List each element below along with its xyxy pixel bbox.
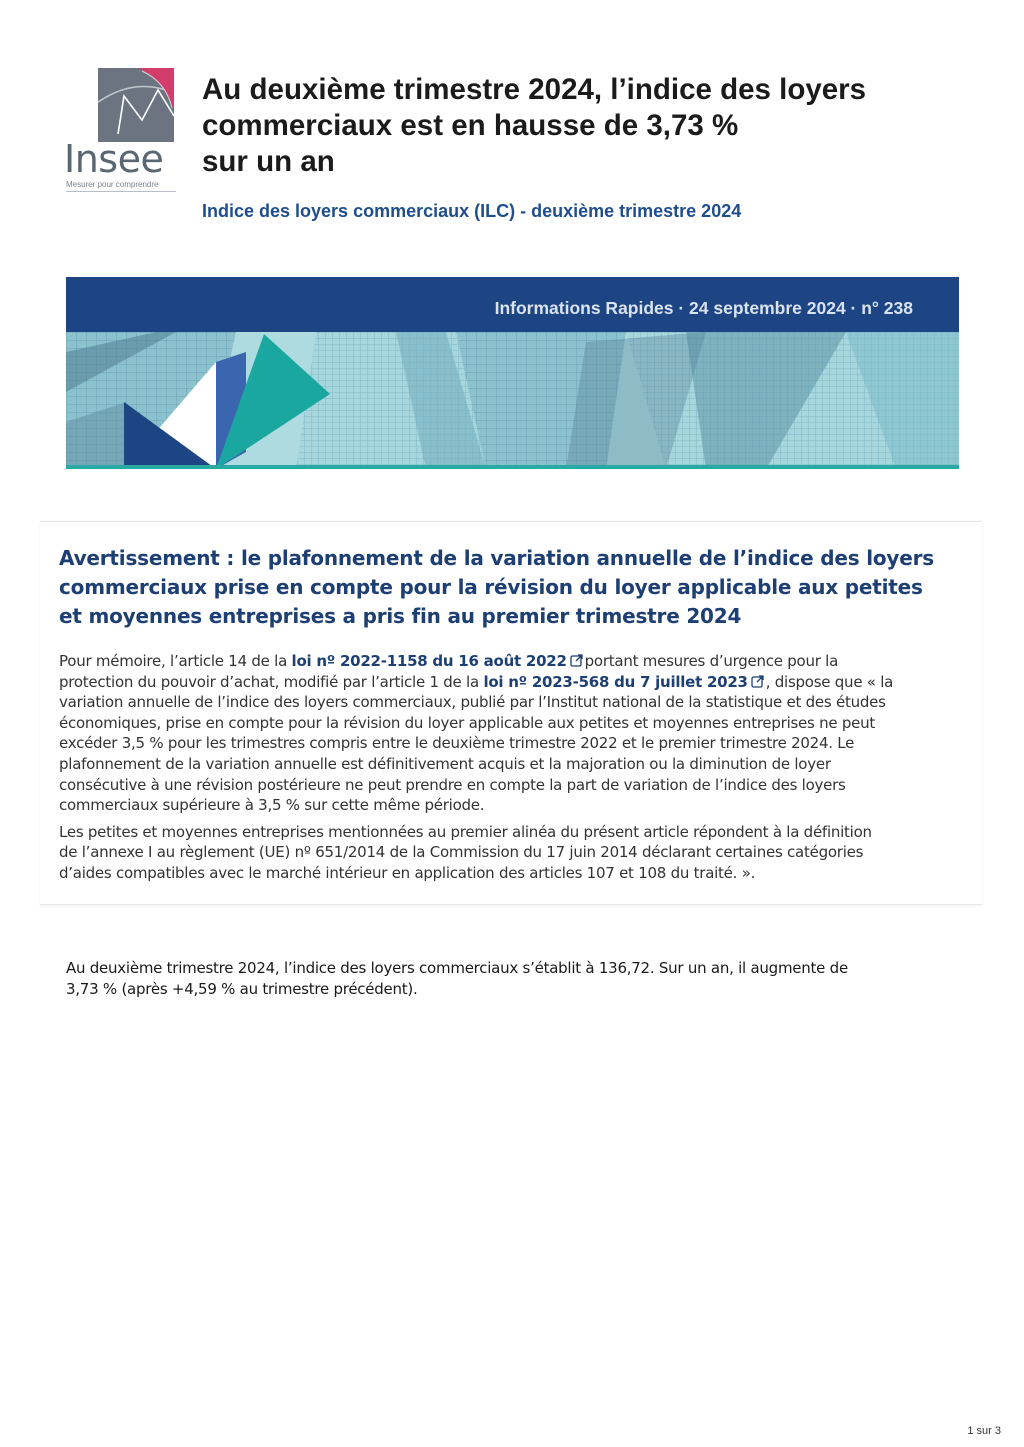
page-title-line: Au deuxième trimestre 2024, l’indice des loyers bbox=[202, 73, 867, 106]
warning-title-line: commerciaux prise en compte pour la révision du loyer applicable aux petites bbox=[59, 575, 923, 599]
external-link-icon[interactable] bbox=[751, 675, 764, 688]
warning-body bbox=[59, 651, 969, 890]
insee-tagline: Mesurer pour comprendre bbox=[66, 180, 176, 192]
text-line: plafonnement de la variation annuelle est définitivement acquis et la majoration ou la diminution de loyer bbox=[59, 754, 831, 773]
text-line: Au deuxième trimestre 2024, l’indice des loyers commerciaux s’établit à 136,72. Sur un an, il augmente de bbox=[66, 959, 848, 977]
warning-title-line: Avertissement : le plafonnement de la variation annuelle de l’indice des loyers bbox=[59, 546, 934, 570]
text-line: économiques, prise en compte pour la révision du loyer applicable aux petites et moyennes entreprises ne peut bbox=[59, 713, 876, 732]
text-line bbox=[59, 672, 969, 693]
text-segment: protection du pouvoir d’achat, modifié par l’article 1 de la bbox=[59, 672, 484, 691]
page-subtitle: Indice des loyers commerciaux (ILC) - deuxième trimestre 2024 bbox=[202, 201, 742, 221]
law-link-2023-568[interactable]: loi nº 2023-568 du 7 juillet 2023 bbox=[483, 672, 748, 691]
warning-title-line: et moyennes entreprises a pris fin au premier trimestre 2024 bbox=[59, 604, 742, 628]
text-line: de l’annexe I au règlement (UE) nº 651/2014 de la Commission du 17 juin 2014 déclarant certaines catégories bbox=[59, 843, 864, 862]
text-line: excéder 3,5 % pour les trimestres compris entre le deuxième trimestre 2022 et le premier trimestre 2024. Le bbox=[59, 734, 855, 753]
text-line: Les petites et moyennes entreprises mentionnées au premier alinéa du présent article répondent à la définition bbox=[59, 822, 872, 841]
buildings-illustration bbox=[66, 332, 959, 469]
publication-banner bbox=[66, 277, 959, 469]
text-line: d’aides compatibles avec le marché intérieur en application des articles 107 et 108 du traité. ». bbox=[59, 863, 756, 882]
insee-wordmark: Insee bbox=[64, 137, 164, 181]
text-line: commerciaux supérieure à 3,5 % sur cette même période. bbox=[59, 796, 485, 815]
text-segment: portant mesures d’urgence pour la bbox=[584, 652, 839, 670]
page-title-line: sur un an bbox=[202, 145, 335, 178]
text-line: variation annuelle de l’indice des loyers commerciaux, publié par l’Institut national de la statistique et des études bbox=[59, 693, 886, 712]
warning-box bbox=[40, 521, 982, 905]
external-link-icon[interactable] bbox=[570, 654, 583, 667]
summary-paragraph bbox=[66, 958, 946, 1000]
page-title bbox=[202, 72, 982, 180]
law-link-2022-1158[interactable]: loi nº 2022-1158 du 16 août 2022 bbox=[291, 652, 567, 670]
page-number: 1 sur 3 bbox=[967, 1425, 1001, 1437]
text-line bbox=[59, 651, 969, 672]
warning-title bbox=[59, 544, 939, 631]
text-segment: Pour mémoire, l’article 14 de la bbox=[59, 652, 292, 670]
text-segment: , dispose que « la bbox=[765, 672, 894, 691]
insee-logo-mark-icon bbox=[98, 68, 174, 142]
banner-header-bar bbox=[66, 277, 959, 332]
publication-info: Informations Rapides · 24 septembre 2024 · n° 238 bbox=[494, 298, 913, 318]
text-line: 3,73 % (après +4,59 % au trimestre précédent). bbox=[66, 980, 418, 998]
text-line: consécutive à une révision postérieure ne peut prendre en compte la part de variation de l’indice des loyers bbox=[59, 775, 846, 794]
warning-paragraph-2 bbox=[59, 822, 969, 884]
page-title-line: commerciaux est en hausse de 3,73 % bbox=[202, 109, 739, 142]
insee-logo bbox=[64, 68, 176, 194]
warning-paragraph-1 bbox=[59, 651, 969, 816]
